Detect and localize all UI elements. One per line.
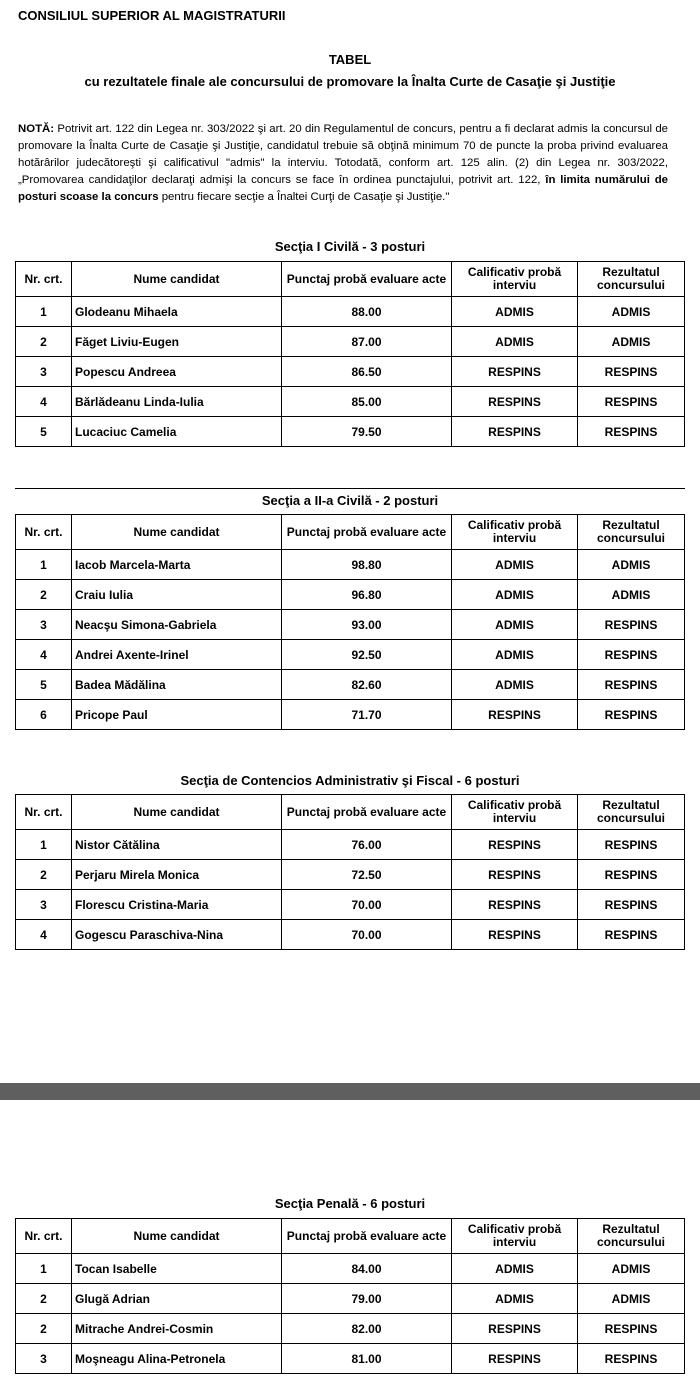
header-nume-candidat: Nume candidat <box>72 1219 282 1254</box>
header-nr-crt: Nr. crt. <box>16 795 72 830</box>
table-header-row <box>16 262 685 297</box>
interview-grade-cell: ADMIS <box>452 1254 578 1284</box>
table-row <box>16 670 685 700</box>
score-cell: 82.60 <box>282 670 452 700</box>
candidate-name-cell: Pricope Paul <box>72 700 282 730</box>
candidate-name-cell: Neacşu Simona-Gabriela <box>72 610 282 640</box>
row-number-cell: 4 <box>16 640 72 670</box>
interview-grade-cell: RESPINS <box>452 700 578 730</box>
candidate-name-cell: Gogescu Paraschiva-Nina <box>72 920 282 950</box>
score-cell: 70.00 <box>282 920 452 950</box>
header-nume-candidat: Nume candidat <box>72 262 282 297</box>
candidate-name-cell: Moşneagu Alina-Petronela <box>72 1344 282 1374</box>
table-row <box>16 1284 685 1314</box>
interview-grade-cell: ADMIS <box>452 327 578 357</box>
interview-grade-cell: RESPINS <box>452 357 578 387</box>
note-text-2: pentru fiecare secţie a Înaltei Curţi de Casaţie şi Justiţie." <box>158 191 450 203</box>
result-cell: RESPINS <box>578 1344 685 1374</box>
result-cell: ADMIS <box>578 1254 685 1284</box>
candidate-name-cell: Popescu Andreea <box>72 357 282 387</box>
score-cell: 71.70 <box>282 700 452 730</box>
table-row <box>16 610 685 640</box>
candidate-name-cell: Făget Liviu-Eugen <box>72 327 282 357</box>
row-number-cell: 3 <box>16 1344 72 1374</box>
page-break-band <box>0 1083 700 1100</box>
table-row <box>16 1254 685 1284</box>
result-cell: RESPINS <box>578 860 685 890</box>
table-row <box>16 920 685 950</box>
candidate-name-cell: Craiu Iulia <box>72 580 282 610</box>
candidate-name-cell: Bărlădeanu Linda-Iulia <box>72 387 282 417</box>
interview-grade-cell: ADMIS <box>452 670 578 700</box>
score-cell: 79.50 <box>282 417 452 447</box>
table-row <box>16 580 685 610</box>
table-header-row <box>16 515 685 550</box>
table-header-row <box>16 1219 685 1254</box>
results-table <box>15 261 685 447</box>
score-cell: 96.80 <box>282 580 452 610</box>
result-cell: RESPINS <box>578 1314 685 1344</box>
table-row <box>16 830 685 860</box>
row-number-cell: 1 <box>16 830 72 860</box>
interview-grade-cell: ADMIS <box>452 610 578 640</box>
row-number-cell: 5 <box>16 670 72 700</box>
result-cell: RESPINS <box>578 417 685 447</box>
table-row <box>16 327 685 357</box>
score-cell: 86.50 <box>282 357 452 387</box>
interview-grade-cell: ADMIS <box>452 550 578 580</box>
result-cell: ADMIS <box>578 1284 685 1314</box>
separator-line <box>15 488 685 489</box>
header-nr-crt: Nr. crt. <box>16 262 72 297</box>
row-number-cell: 2 <box>16 860 72 890</box>
candidate-name-cell: Perjaru Mirela Monica <box>72 860 282 890</box>
candidate-name-cell: Mitrache Andrei-Cosmin <box>72 1314 282 1344</box>
row-number-cell: 3 <box>16 610 72 640</box>
table-row <box>16 550 685 580</box>
result-cell: ADMIS <box>578 327 685 357</box>
score-cell: 70.00 <box>282 890 452 920</box>
score-cell: 76.00 <box>282 830 452 860</box>
table-header-row <box>16 795 685 830</box>
result-cell: ADMIS <box>578 580 685 610</box>
result-cell: RESPINS <box>578 700 685 730</box>
candidate-name-cell: Glodeanu Mihaela <box>72 297 282 327</box>
table-row <box>16 1344 685 1374</box>
result-cell: RESPINS <box>578 357 685 387</box>
row-number-cell: 3 <box>16 890 72 920</box>
row-number-cell: 2 <box>16 327 72 357</box>
candidate-name-cell: Nistor Cătălina <box>72 830 282 860</box>
header-rezultat: Rezultatul concursului <box>578 515 685 550</box>
row-number-cell: 4 <box>16 920 72 950</box>
row-number-cell: 3 <box>16 357 72 387</box>
candidate-name-cell: Tocan Isabelle <box>72 1254 282 1284</box>
interview-grade-cell: RESPINS <box>452 860 578 890</box>
row-number-cell: 6 <box>16 700 72 730</box>
header-punctaj: Punctaj probă evaluare acte <box>282 795 452 830</box>
row-number-cell: 1 <box>16 550 72 580</box>
interview-grade-cell: RESPINS <box>452 417 578 447</box>
result-cell: RESPINS <box>578 640 685 670</box>
table-row <box>16 890 685 920</box>
candidate-name-cell: Andrei Axente-Irinel <box>72 640 282 670</box>
table-row <box>16 700 685 730</box>
interview-grade-cell: ADMIS <box>452 297 578 327</box>
note-label: NOTĂ: <box>18 123 55 135</box>
interview-grade-cell: ADMIS <box>452 580 578 610</box>
header-punctaj: Punctaj probă evaluare acte <box>282 515 452 550</box>
result-cell: RESPINS <box>578 920 685 950</box>
note-paragraph <box>18 121 668 206</box>
result-cell: ADMIS <box>578 297 685 327</box>
score-cell: 72.50 <box>282 860 452 890</box>
section-title: Secţia Penală - 6 posturi <box>274 1196 426 1211</box>
result-cell: RESPINS <box>578 830 685 860</box>
header-nr-crt: Nr. crt. <box>16 515 72 550</box>
note-bold-text: în limita numărului de posturi scoase la concurs <box>18 174 668 203</box>
header-rezultat: Rezultatul concursului <box>578 795 685 830</box>
candidate-name-cell: Florescu Cristina-Maria <box>72 890 282 920</box>
candidate-name-cell: Lucaciuc Camelia <box>72 417 282 447</box>
header-nume-candidat: Nume candidat <box>72 515 282 550</box>
header-calificativ: Calificativ probă interviu <box>452 262 578 297</box>
table-row <box>16 640 685 670</box>
header-punctaj: Punctaj probă evaluare acte <box>282 1219 452 1254</box>
row-number-cell: 5 <box>16 417 72 447</box>
score-cell: 98.80 <box>282 550 452 580</box>
candidate-name-cell: Glugă Adrian <box>72 1284 282 1314</box>
result-cell: RESPINS <box>578 610 685 640</box>
header-nume-candidat: Nume candidat <box>72 795 282 830</box>
score-cell: 84.00 <box>282 1254 452 1284</box>
interview-grade-cell: RESPINS <box>452 1314 578 1344</box>
section-title: Secţia a II-a Civilă - 2 posturi <box>261 493 439 508</box>
score-cell: 92.50 <box>282 640 452 670</box>
score-cell: 87.00 <box>282 327 452 357</box>
candidate-name-cell: Iacob Marcela-Marta <box>72 550 282 580</box>
table-row <box>16 860 685 890</box>
header-calificativ: Calificativ probă interviu <box>452 795 578 830</box>
results-table <box>15 514 685 730</box>
note-text-1: Potrivit art. 122 din Legea nr. 303/2022 şi art. 20 din Regulamentul de concurs, pentru a fi declarat admis la concursul de promovare la Înalta Curte de Casaţie şi Justiţie, candidatul trebuie să obţină minimum 70 de puncte la proba privind evaluarea hotărârilor judecătoreşti şi calificativul "admis" la interviu. Totodată, conform art. 125 alin. (2) din Legea nr. 303/2022, „Promovarea candidaţilor declaraţi admişi la concurs se face în ordinea punctajului, potrivit art. 122, <box>18 123 668 186</box>
table-row <box>16 417 685 447</box>
result-cell: RESPINS <box>578 890 685 920</box>
score-cell: 88.00 <box>282 297 452 327</box>
interview-grade-cell: RESPINS <box>452 890 578 920</box>
candidate-name-cell: Badea Mădălina <box>72 670 282 700</box>
section-title: Secţia I Civilă - 3 posturi <box>274 239 426 254</box>
row-number-cell: 4 <box>16 387 72 417</box>
results-table <box>15 1218 685 1374</box>
results-table <box>15 794 685 950</box>
row-number-cell: 2 <box>16 580 72 610</box>
interview-grade-cell: RESPINS <box>452 920 578 950</box>
organization-name: CONSILIUL SUPERIOR AL MAGISTRATURII <box>18 8 286 23</box>
result-cell: RESPINS <box>578 387 685 417</box>
row-number-cell: 1 <box>16 297 72 327</box>
score-cell: 85.00 <box>282 387 452 417</box>
row-number-cell: 1 <box>16 1254 72 1284</box>
score-cell: 81.00 <box>282 1344 452 1374</box>
header-rezultat: Rezultatul concursului <box>578 1219 685 1254</box>
table-row <box>16 1314 685 1344</box>
result-cell: ADMIS <box>578 550 685 580</box>
header-calificativ: Calificativ probă interviu <box>452 1219 578 1254</box>
row-number-cell: 2 <box>16 1314 72 1344</box>
header-calificativ: Calificativ probă interviu <box>452 515 578 550</box>
header-nr-crt: Nr. crt. <box>16 1219 72 1254</box>
document-title: TABEL <box>328 52 372 67</box>
result-cell: RESPINS <box>578 670 685 700</box>
header-punctaj: Punctaj probă evaluare acte <box>282 262 452 297</box>
table-row <box>16 387 685 417</box>
document-subtitle: cu rezultatele finale ale concursului de promovare la Înalta Curte de Casaţie şi Justiţie <box>84 74 616 89</box>
interview-grade-cell: ADMIS <box>452 1284 578 1314</box>
interview-grade-cell: RESPINS <box>452 1344 578 1374</box>
interview-grade-cell: RESPINS <box>452 387 578 417</box>
section-title: Secţia de Contencios Administrativ şi Fiscal - 6 posturi <box>180 773 520 788</box>
score-cell: 93.00 <box>282 610 452 640</box>
score-cell: 79.00 <box>282 1284 452 1314</box>
score-cell: 82.00 <box>282 1314 452 1344</box>
table-row <box>16 297 685 327</box>
row-number-cell: 2 <box>16 1284 72 1314</box>
interview-grade-cell: ADMIS <box>452 640 578 670</box>
table-row <box>16 357 685 387</box>
interview-grade-cell: RESPINS <box>452 830 578 860</box>
header-rezultat: Rezultatul concursului <box>578 262 685 297</box>
